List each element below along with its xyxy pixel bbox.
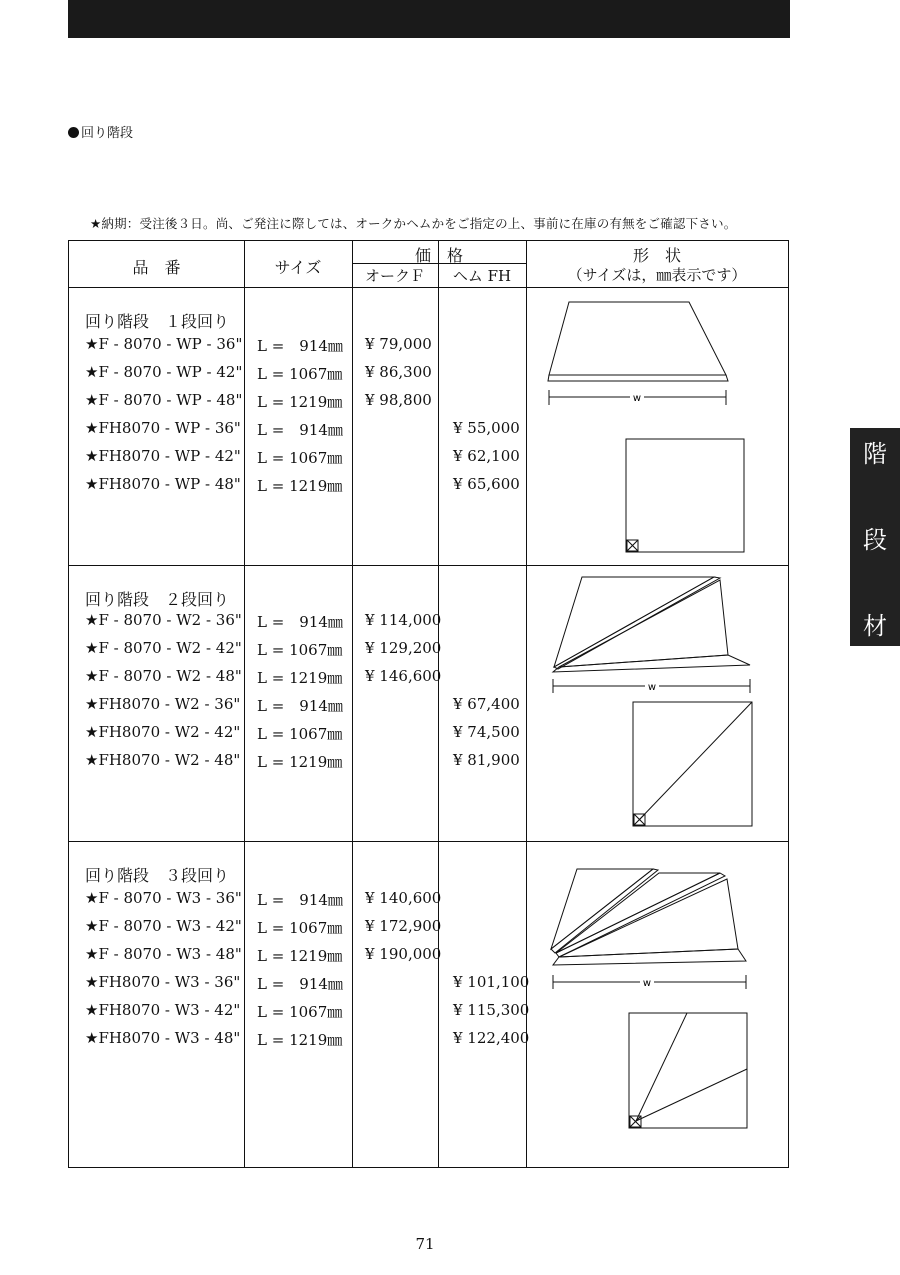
size-value: L = 914㎜: [257, 421, 343, 439]
oak-price: ¥ 114,000: [365, 611, 442, 629]
oak-price: ¥ 129,200: [365, 639, 442, 657]
tread-bottom-outline: [559, 879, 738, 957]
section-title-text: 回り階段: [81, 126, 134, 141]
size-value: L = 914㎜: [257, 697, 343, 715]
section-title: [68, 122, 133, 141]
part-code: ★F - 8070 - W3 - 42": [85, 917, 242, 935]
size-value: L = 1219㎜: [257, 1031, 343, 1049]
header-shape: 形 状: [632, 246, 681, 265]
oak-price: ¥ 190,000: [365, 945, 442, 963]
header-part-no: 品 番: [132, 258, 181, 277]
hem-price: ¥ 101,100: [453, 973, 530, 991]
size-value: L = 914㎜: [257, 975, 343, 993]
size-value: L = 914㎜: [257, 613, 343, 631]
size-value: L = 1219㎜: [257, 753, 343, 771]
delivery-note: ★納期：受注後３日。尚、ご発注に際しては、オークかヘムかをご指定の上、事前に在庫の有無をご確認下さい。: [90, 216, 737, 231]
hem-price: ¥ 62,100: [453, 447, 520, 465]
oak-price: ¥ 86,300: [365, 363, 432, 381]
tread-lower-edge: [553, 655, 750, 672]
tread-upper-edge: [554, 577, 720, 669]
part-code: ★FH8070 - WP - 48": [85, 475, 241, 493]
width-label: w: [642, 978, 652, 989]
header-shape-note: （サイズは，㎜表示です）: [567, 266, 747, 284]
price-table: [68, 240, 789, 1168]
part-code: ★F - 8070 - W2 - 42": [85, 639, 242, 657]
size-value: L = 914㎜: [257, 891, 343, 909]
hem-price: ¥ 55,000: [453, 419, 520, 437]
part-code: ★F - 8070 - W2 - 36": [85, 611, 242, 629]
part-code: ★FH8070 - WP - 42": [85, 447, 241, 465]
oak-price: ¥ 140,600: [365, 889, 442, 907]
tread-middle-edge: [556, 873, 725, 957]
part-code: ★F - 8070 - WP - 42": [85, 363, 243, 381]
part-code: ★FH8070 - W2 - 36": [85, 695, 241, 713]
size-value: L = 1219㎜: [257, 477, 343, 495]
part-code: ★F - 8070 - WP - 36": [85, 335, 243, 353]
size-value: L = 1067㎜: [257, 919, 343, 937]
group-title: 回り階段 ３段回り: [85, 866, 230, 885]
part-code: ★F - 8070 - W3 - 48": [85, 945, 242, 963]
hem-price: ¥ 122,400: [453, 1029, 530, 1047]
part-code: ★FH8070 - W3 - 42": [85, 1001, 241, 1019]
part-code: ★FH8070 - W2 - 42": [85, 723, 241, 741]
size-value: L = 1067㎜: [257, 641, 343, 659]
width-label: w: [632, 393, 642, 404]
tread-edge: [548, 375, 728, 381]
width-label: w: [647, 682, 657, 693]
hem-price: ¥ 81,900: [453, 751, 520, 769]
plan-view-diagonal: [636, 1069, 747, 1121]
group-title: 回り階段 ２段回り: [85, 590, 230, 609]
oak-price: ¥ 79,000: [365, 335, 432, 353]
side-tab-char: 階: [863, 440, 887, 468]
size-value: L = 1067㎜: [257, 725, 343, 743]
shape-diagram-3: [529, 841, 789, 1167]
group-1: [69, 287, 788, 565]
size-value: L = 1219㎜: [257, 393, 343, 411]
category-side-tab: [850, 428, 900, 646]
bullet-icon: [68, 127, 79, 138]
plan-view-square: [629, 1013, 747, 1128]
header-price: 価 格: [414, 246, 463, 265]
size-value: L = 1219㎜: [257, 947, 343, 965]
part-code: ★F - 8070 - W3 - 36": [85, 889, 242, 907]
header-hem: ヘム FH: [452, 267, 512, 285]
part-code: ★FH8070 - W3 - 36": [85, 973, 241, 991]
shape-diagram-2: [529, 565, 789, 841]
part-code: ★FH8070 - W2 - 48": [85, 751, 241, 769]
group-3: [69, 841, 788, 1167]
oak-price: ¥ 172,900: [365, 917, 442, 935]
oak-price: ¥ 146,600: [365, 667, 442, 685]
part-code: ★FH8070 - WP - 36": [85, 419, 241, 437]
size-value: L = 914㎜: [257, 337, 343, 355]
plan-view-diagonal: [639, 702, 752, 820]
side-tab-char: 材: [863, 612, 887, 640]
part-code: ★F - 8070 - W2 - 48": [85, 667, 242, 685]
size-value: L = 1219㎜: [257, 669, 343, 687]
tread-bottom-edge: [553, 949, 746, 965]
plan-view-diagonal: [636, 1013, 687, 1121]
hem-price: ¥ 115,300: [453, 1001, 530, 1019]
header-oak: オークＦ: [364, 267, 425, 285]
group-2: [69, 565, 788, 841]
size-value: L = 1067㎜: [257, 449, 343, 467]
shape-diagram-1: [529, 287, 789, 565]
group-title: 回り階段 １段回り: [85, 312, 230, 331]
tread-top-outline: [549, 302, 726, 375]
size-value: L = 1067㎜: [257, 1003, 343, 1021]
page-number: 71: [415, 1235, 435, 1253]
part-code: ★FH8070 - W3 - 48": [85, 1029, 241, 1047]
oak-price: ¥ 98,800: [365, 391, 432, 409]
part-code: ★F - 8070 - WP - 48": [85, 391, 243, 409]
hem-price: ¥ 74,500: [453, 723, 520, 741]
side-tab-char: 段: [863, 526, 887, 554]
header-size: サイズ: [274, 258, 322, 277]
plan-view-square: [626, 439, 744, 552]
hem-price: ¥ 67,400: [453, 695, 520, 713]
hem-price: ¥ 65,600: [453, 475, 520, 493]
size-value: L = 1067㎜: [257, 365, 343, 383]
header-bar: [68, 0, 790, 38]
